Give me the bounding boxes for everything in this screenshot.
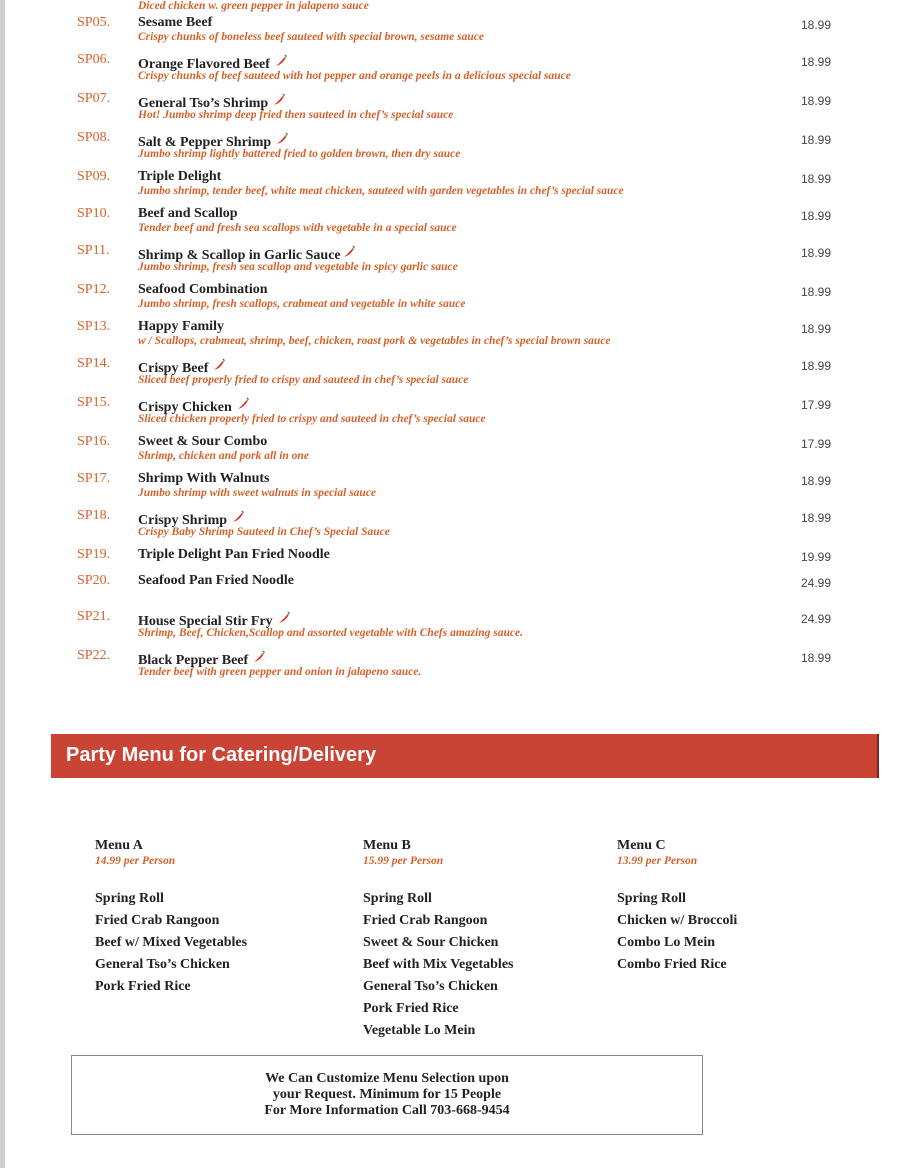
list-item: Fried Crab Rangoon — [363, 913, 488, 928]
party-menu-c — [617, 838, 737, 976]
item-name: Triple Delight Pan Fried Noodle — [138, 547, 330, 562]
chili-pepper-icon — [232, 510, 245, 523]
item-price: 24.99 — [801, 612, 832, 626]
item-price: 18.99 — [801, 172, 832, 186]
item-price: 18.99 — [801, 18, 832, 32]
list-item: Beef w/ Mixed Vegetables — [95, 935, 248, 950]
item-code: SP09. — [77, 169, 111, 184]
item-code: SP05. — [77, 15, 111, 30]
list-item: Combo Lo Mein — [617, 935, 715, 950]
item-name: Salt & Pepper Shrimp — [138, 132, 289, 151]
info-line: For More Information Call 703-668-9454 — [264, 1103, 510, 1118]
item-name: Crispy Beef — [138, 358, 226, 377]
item-code: SP15. — [77, 395, 111, 410]
chili-pepper-icon — [275, 54, 288, 67]
item-name: Orange Flavored Beef — [138, 54, 288, 73]
page-left-border — [0, 0, 5, 1168]
item-name: Seafood Combination — [138, 282, 268, 297]
party-menu-dish-list — [617, 888, 737, 976]
party-menu-dish-list — [363, 888, 513, 1042]
item-description: Shrimp, chicken and pork all in one — [138, 450, 309, 462]
item-description: Diced chicken w. green pepper in jalapeno sauce — [138, 0, 369, 12]
list-item: Sweet & Sour Chicken — [363, 935, 499, 950]
item-description: Jumbo shrimp with sweet walnuts in special sauce — [138, 487, 377, 499]
party-menu-price: 14.99 per Person — [95, 855, 176, 867]
item-description: Crispy chunks of beef sauteed with hot pepper and orange peels in a delicious special sauce — [138, 70, 571, 82]
item-code: SP08. — [77, 130, 111, 145]
item-price: 18.99 — [801, 246, 832, 260]
item-name: House Special Stir Fry — [138, 611, 291, 630]
item-description: Jumbo shrimp, tender beef, white meat chicken, sauteed with garden vegetables in chef’s special sauce — [138, 185, 624, 197]
item-price: 24.99 — [801, 576, 832, 590]
item-price: 18.99 — [801, 133, 832, 147]
info-line: your Request. Minimum for 15 People — [272, 1087, 502, 1102]
list-item: Vegetable Lo Mein — [363, 1023, 476, 1038]
item-name: Seafood Pan Fried Noodle — [138, 573, 294, 588]
item-code: SP22. — [77, 648, 111, 663]
item-description: Jumbo shrimp, fresh sea scallop and vegetable in spicy garlic sauce — [138, 261, 458, 273]
item-price: 18.99 — [801, 651, 832, 665]
party-menu-a — [95, 838, 247, 998]
item-name: Shrimp With Walnuts — [138, 471, 270, 486]
item-price: 17.99 — [801, 398, 832, 412]
list-item: Beef with Mix Vegetables — [363, 957, 514, 972]
item-name: Shrimp & Scallop in Garlic Sauce — [138, 245, 356, 264]
list-item: General Tso’s Chicken — [95, 957, 230, 972]
item-price: 17.99 — [801, 437, 832, 451]
item-name: Triple Delight — [138, 169, 222, 184]
chili-pepper-icon — [213, 358, 226, 371]
catering-info-box — [71, 1055, 703, 1135]
item-description: w / Scallops, crabmeat, shrimp, beef, chicken, roast pork & vegetables in chef’s special brown sauce — [138, 335, 611, 347]
chili-pepper-icon — [273, 93, 286, 106]
item-code: SP07. — [77, 91, 111, 106]
item-code: SP12. — [77, 282, 111, 297]
item-price: 18.99 — [801, 55, 832, 69]
item-price: 18.99 — [801, 209, 832, 223]
item-price: 18.99 — [801, 511, 832, 525]
party-menu-price: 13.99 per Person — [617, 855, 698, 867]
list-item: Fried Crab Rangoon — [95, 913, 220, 928]
item-code: SP06. — [77, 52, 111, 67]
list-item: Spring Roll — [95, 891, 164, 906]
party-menu-name: Menu C — [617, 838, 666, 853]
item-name: Crispy Chicken — [138, 397, 250, 416]
item-code: SP10. — [77, 206, 111, 221]
chili-pepper-icon — [276, 132, 289, 145]
list-item: Spring Roll — [363, 891, 432, 906]
item-description: Tender beef with green pepper and onion in jalapeno sauce. — [138, 666, 422, 678]
list-item: Spring Roll — [617, 891, 686, 906]
party-menu-banner — [51, 734, 879, 778]
item-description: Crispy chunks of boneless beef sauteed with special brown, sesame sauce — [138, 31, 484, 43]
item-code: SP21. — [77, 609, 111, 624]
item-name: Happy Family — [138, 319, 224, 334]
party-menu-dish-list — [95, 888, 247, 998]
party-menu-name: Menu A — [95, 838, 143, 853]
item-name: Black Pepper Beef — [138, 650, 266, 669]
item-price: 18.99 — [801, 322, 832, 336]
item-name: Sesame Beef — [138, 15, 213, 30]
item-description: Shrimp, Beef, Chicken,Scallop and assorted vegetable with Chefs amazing sauce. — [138, 627, 523, 639]
item-description: Sliced chicken properly fried to crispy and sauteed in chef’s special sauce — [138, 413, 486, 425]
list-item: Chicken w/ Broccoli — [617, 913, 738, 928]
item-price: 18.99 — [801, 285, 832, 299]
item-price: 18.99 — [801, 94, 832, 108]
info-line: We Can Customize Menu Selection upon — [265, 1071, 509, 1086]
party-menu-title: Party Menu for Catering/Delivery — [66, 744, 377, 766]
item-code: SP18. — [77, 508, 111, 523]
item-description: Jumbo shrimp lightly battered fried to golden brown, then dry sauce — [138, 148, 461, 160]
chili-pepper-icon — [278, 611, 291, 624]
item-price: 19.99 — [801, 550, 832, 564]
party-menu-b — [363, 838, 513, 1042]
item-description: Jumbo shrimp, fresh scallops, crabmeat and vegetable in white sauce — [138, 298, 466, 310]
item-code: SP20. — [77, 573, 111, 588]
list-item: General Tso’s Chicken — [363, 979, 498, 994]
party-menu-price: 15.99 per Person — [363, 855, 444, 867]
list-item: Pork Fried Rice — [95, 979, 191, 994]
item-name: Crispy Shrimp — [138, 510, 245, 529]
item-code: SP16. — [77, 434, 111, 449]
item-name: Sweet & Sour Combo — [138, 434, 268, 449]
item-description: Tender beef and fresh sea scallops with vegetable in a special sauce — [138, 222, 457, 234]
item-description: Crispy Baby Shrimp Sauteed in Chef’s Special Sauce — [138, 526, 390, 538]
list-item: Pork Fried Rice — [363, 1001, 459, 1016]
chili-pepper-icon — [253, 650, 266, 663]
chili-pepper-icon — [237, 397, 250, 410]
item-description: Sliced beef properly fried to crispy and sauteed in chef’s special sauce — [138, 374, 469, 386]
item-code: SP14. — [77, 356, 111, 371]
item-code: SP19. — [77, 547, 111, 562]
item-price: 18.99 — [801, 359, 832, 373]
list-item: Combo Fried Rice — [617, 957, 727, 972]
item-name: General Tso’s Shrimp — [138, 93, 286, 112]
item-price: 18.99 — [801, 474, 832, 488]
item-description: Hot! Jumbo shrimp deep fried then sauteed in chef’s special sauce — [138, 109, 454, 121]
item-code: SP11. — [77, 243, 110, 258]
party-menu-name: Menu B — [363, 838, 411, 853]
item-code: SP17. — [77, 471, 111, 486]
chili-pepper-icon — [343, 245, 356, 258]
item-code: SP13. — [77, 319, 111, 334]
item-name: Beef and Scallop — [138, 206, 238, 221]
